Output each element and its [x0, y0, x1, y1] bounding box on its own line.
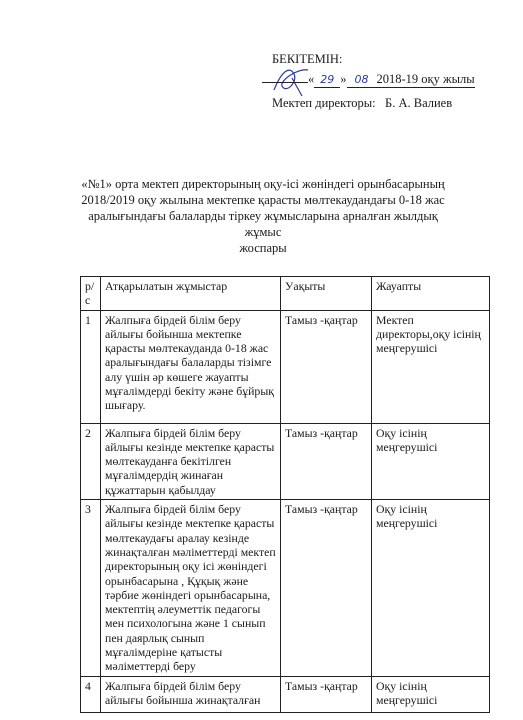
table-row: [81, 676, 490, 712]
row-responsible: Оқу ісінің меңгерушісі: [372, 423, 490, 499]
row-number: 4: [81, 676, 101, 712]
director-line: [272, 96, 452, 111]
document-heading: [70, 176, 456, 256]
row-time: Тамыз -қаңтар: [281, 500, 372, 677]
row-task: Жалпыға бірдей білім беру айлығы кезінде мектепке қарасты мөлтекауданға бекітілген мұғалімдердің жинаған құжаттарын қабылдау: [101, 423, 281, 499]
row-number: 1: [81, 310, 101, 423]
table-row: [81, 500, 490, 677]
heading-line-3: аралығындағы балаларды тіркеу жұмысларына арналған жылдық жұмыс: [88, 209, 438, 239]
row-task: Жалпыға бірдей білім беру айлығы бойынша жинақталған: [101, 676, 281, 712]
header-number: р/с: [81, 277, 101, 311]
row-responsible: Оқу ісінің меңгерушісі: [372, 500, 490, 677]
row-number: 3: [81, 500, 101, 677]
heading-line-4: жоспары: [239, 241, 287, 255]
header-task: Атқарылатын жұмыстар: [101, 277, 281, 311]
row-responsible: Мектеп директоры,оқу ісінің меңгерушісі: [372, 310, 490, 423]
table-header-row: [81, 277, 490, 311]
approval-date-line: [262, 72, 475, 88]
director-label: Мектеп директоры:: [272, 96, 376, 110]
date-quote-open: «: [308, 72, 315, 86]
approval-year: 2018-19 оқу жылы: [376, 72, 475, 86]
heading-line-2: 2018/2019 оқу жылына мектепке қарасты мөлтекаудандағы 0-18 жас: [81, 193, 445, 207]
heading-line-1: «№1» орта мектеп директорының оқу-ісі жөніндегі орынбасарының: [81, 177, 445, 191]
approval-day: 29: [320, 73, 335, 86]
row-time: Тамыз -қаңтар: [281, 310, 372, 423]
approval-month: 08: [354, 73, 369, 86]
director-name: Б. А. Валиев: [385, 96, 453, 110]
approval-title: БЕКІТЕМІН:: [272, 52, 343, 66]
row-time: Тамыз -қаңтар: [281, 676, 372, 712]
date-quote-close: »: [340, 72, 347, 86]
work-plan-table: [80, 276, 490, 713]
header-responsible: Жауапты: [372, 277, 490, 311]
header-time: Уақыты: [281, 277, 372, 311]
row-time: Тамыз -қаңтар: [281, 423, 372, 499]
row-task: Жалпыға бірдей білім беру айлығы кезінде мектепке қарасты мөлтекаудағы аралау кезінде жинақталған мәліметтерді мектеп директорының оқу ісі жөніндегі орынбасарына , Құқық және тәрбие жөніндегі орынбасарына, мектептің әлеуметтік педагогы мен психологына және 1 сынып пен даярлық сынып мұғалімдеріне қатысты мәліметтерді беру: [101, 500, 281, 677]
table-row: [81, 310, 490, 423]
table-row: [81, 423, 490, 499]
row-responsible: Оқу ісінің меңгерушісі: [372, 676, 490, 712]
row-number: 2: [81, 423, 101, 499]
row-task: Жалпыға бірдей білім беру айлығы бойынша мектепке қарасты мөлтекауданда 0-18 жас аралығындағы балаларды тізімге алу үшін әр көшеге жауапты мұғалімдерді бекіту және бұйрық шығару.: [101, 310, 281, 423]
